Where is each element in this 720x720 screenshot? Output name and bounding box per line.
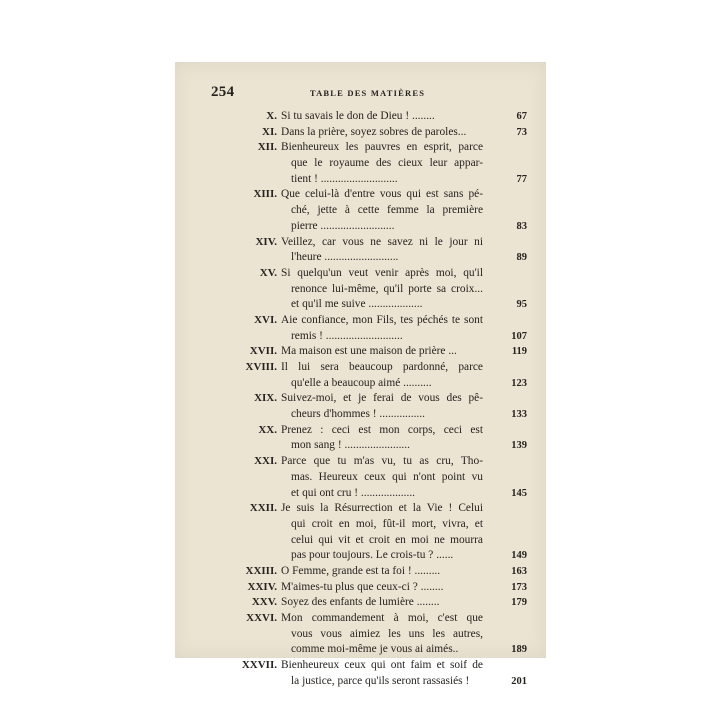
page-number: 254 xyxy=(211,84,235,100)
toc-line xyxy=(197,564,527,580)
chapter-number: XVII. xyxy=(249,345,277,358)
chapter-number: XXVI. xyxy=(246,612,277,624)
toc-line xyxy=(197,627,527,643)
chapter-title-line: qui croit en moi, fût-il mort, vivra, et xyxy=(291,517,483,530)
toc-line xyxy=(197,376,527,392)
chapter-title-line: mon sang ! ....................... xyxy=(291,439,410,452)
toc-line xyxy=(197,297,527,313)
page-reference: 73 xyxy=(516,126,527,138)
toc-line xyxy=(197,548,527,564)
toc-line xyxy=(197,156,527,172)
running-title: TABLE DES MATIÈRES xyxy=(309,88,426,98)
toc-line xyxy=(197,235,527,251)
toc-line xyxy=(197,140,527,156)
toc-line xyxy=(197,250,527,266)
page-reference: 133 xyxy=(511,409,527,421)
toc-line xyxy=(197,187,527,203)
toc-line xyxy=(197,125,527,141)
toc-line xyxy=(197,470,527,486)
chapter-number: XXIII. xyxy=(245,564,277,577)
chapter-title-line: comme moi-même je vous ai aimés.. xyxy=(291,643,459,656)
page-reference: 139 xyxy=(511,440,527,452)
toc-line xyxy=(197,282,527,298)
toc-line xyxy=(197,642,527,658)
toc-entry xyxy=(197,313,527,344)
toc-line xyxy=(197,533,527,549)
chapter-title-line: pas pour toujours. Le crois-tu ? ...... xyxy=(291,549,454,562)
toc-entry xyxy=(197,611,527,658)
chapter-title-line: Si tu savais le don de Dieu ! ........ xyxy=(281,110,435,122)
toc-entry xyxy=(197,125,527,141)
chapter-number: XIV. xyxy=(255,235,277,248)
toc-line xyxy=(197,407,527,423)
chapter-title-line: Bienheureux les pauvres en esprit, parce xyxy=(281,141,483,154)
toc-line xyxy=(197,486,527,502)
toc-entry xyxy=(197,187,527,234)
chapter-title-line: vous vous aimiez les uns les autres, xyxy=(291,627,483,640)
toc-line xyxy=(197,313,527,329)
chapter-number: XXV. xyxy=(251,596,277,609)
chapter-number: XII. xyxy=(257,141,277,154)
chapter-number: XXII. xyxy=(249,502,277,515)
chapter-title-line: Je suis la Résurrection et la Vie ! Celui xyxy=(281,502,483,515)
chapter-title-line: la justice, parce qu'ils seront rassasiés ! xyxy=(291,674,470,687)
toc-line xyxy=(197,611,527,627)
chapter-number: XXIV. xyxy=(247,580,277,593)
chapter-title-line: Il lui sera beaucoup pardonné, parce xyxy=(281,361,483,373)
toc-line xyxy=(197,580,527,596)
chapter-number: XV. xyxy=(259,266,277,279)
toc-line xyxy=(197,219,527,235)
table-of-contents xyxy=(197,109,527,689)
chapter-title-line: pierre .......................... xyxy=(291,219,395,232)
chapter-title-line: Aie confiance, mon Fils, tes péchés te sont xyxy=(281,313,483,326)
toc-line xyxy=(197,438,527,454)
book-page xyxy=(175,62,546,687)
toc-line xyxy=(197,109,527,125)
page-reference: 149 xyxy=(511,550,527,562)
page-reference: 163 xyxy=(511,565,527,577)
chapter-title-line: qu'elle a beaucoup aimé .......... xyxy=(291,376,432,389)
toc-line xyxy=(197,595,527,611)
chapter-title-line: renonce lui-même, qu'il porte sa croix... xyxy=(291,282,483,295)
toc-line xyxy=(197,658,527,674)
chapter-title-line: Veillez, car vous ne savez ni le jour ni xyxy=(281,235,483,248)
chapter-title-line: cheurs d'hommes ! ................ xyxy=(291,408,425,421)
toc-line xyxy=(197,266,527,282)
chapter-title-line: celui qui vit et croit en moi ne mourra xyxy=(291,533,483,546)
toc-entry xyxy=(197,501,527,564)
toc-line xyxy=(197,203,527,219)
chapter-number: XVI. xyxy=(254,313,277,326)
chapter-title-line: et qu'il me suive ................... xyxy=(291,298,423,311)
toc-entry xyxy=(197,266,527,313)
toc-entry xyxy=(197,595,527,611)
chapter-title-line: Bienheureux ceux qui ont faim et soif de xyxy=(281,659,483,672)
toc-entry xyxy=(197,344,527,360)
page-reference: 189 xyxy=(511,644,527,656)
page-reference: 95 xyxy=(516,299,527,311)
toc-line xyxy=(197,423,527,439)
chapter-number: XXI. xyxy=(254,455,277,468)
page-header xyxy=(175,62,546,102)
toc-line xyxy=(197,344,527,360)
chapter-title-line: l'heure .......................... xyxy=(291,251,399,264)
chapter-title-line: ché, jette à cette femme la première xyxy=(291,204,483,217)
chapter-title-line: Mon commandement à moi, c'est que xyxy=(281,612,483,624)
toc-line xyxy=(197,329,527,345)
chapter-title-line: Ma maison est une maison de prière ... xyxy=(281,345,457,358)
toc-entry xyxy=(197,580,527,596)
page-reference: 145 xyxy=(511,487,527,499)
toc-entry xyxy=(197,658,527,689)
toc-line xyxy=(197,674,527,690)
toc-entry xyxy=(197,360,527,391)
chapter-title-line: Parce que tu m'as vu, tu as cru, Tho- xyxy=(281,455,483,468)
chapter-title-line: O Femme, grande est ta foi ! ......... xyxy=(281,564,441,577)
chapter-number: XI. xyxy=(262,125,277,138)
toc-entry xyxy=(197,391,527,422)
toc-entry xyxy=(197,423,527,454)
page-reference: 83 xyxy=(516,220,527,232)
page-reference: 89 xyxy=(516,252,527,264)
toc-entry xyxy=(197,564,527,580)
chapter-title-line: Suivez-moi, et je ferai de vous des pê- xyxy=(281,392,483,405)
chapter-title-line: que le royaume des cieux leur appar- xyxy=(291,157,483,170)
chapter-title-line: et qui ont cru ! ................... xyxy=(291,486,416,499)
chapter-title-line: M'aimes-tu plus que ceux-ci ? ........ xyxy=(281,580,444,593)
toc-line xyxy=(197,172,527,188)
page-reference: 123 xyxy=(511,377,527,389)
chapter-number: XXVII. xyxy=(241,659,277,672)
chapter-title-line: tient ! ........................... xyxy=(291,172,398,185)
page-reference: 77 xyxy=(516,173,527,185)
chapter-title-line: Dans la prière, soyez sobres de paroles... xyxy=(281,125,467,138)
page-reference: 107 xyxy=(511,330,527,342)
page-reference: 201 xyxy=(511,675,527,687)
chapter-number: XIII. xyxy=(253,188,277,201)
toc-entry xyxy=(197,235,527,266)
toc-entry xyxy=(197,454,527,501)
page-reference: 173 xyxy=(511,581,527,593)
page-reference: 119 xyxy=(511,346,527,358)
toc-entry xyxy=(197,109,527,125)
toc-line xyxy=(197,517,527,533)
toc-entry xyxy=(197,140,527,187)
chapter-title-line: Que celui-là d'entre vous qui est sans pé- xyxy=(281,188,483,201)
page-reference: 179 xyxy=(511,597,527,609)
page-reference: 67 xyxy=(516,111,527,122)
chapter-number: XIX. xyxy=(254,392,277,405)
toc-line xyxy=(197,391,527,407)
chapter-title-line: Prenez : ceci est mon corps, ceci est xyxy=(281,423,483,436)
chapter-number: X. xyxy=(266,110,277,122)
chapter-number: XVIII. xyxy=(245,361,277,373)
chapter-title-line: Soyez des enfants de lumière ........ xyxy=(281,596,440,609)
chapter-number: XX. xyxy=(258,423,277,436)
chapter-title-line: remis ! ........................... xyxy=(291,329,403,342)
chapter-title-line: Si quelqu'un veut venir après moi, qu'il xyxy=(281,266,483,279)
chapter-title-line: mas. Heureux ceux qui n'ont point vu xyxy=(291,470,483,483)
toc-line xyxy=(197,360,527,376)
toc-line xyxy=(197,501,527,517)
toc-line xyxy=(197,454,527,470)
